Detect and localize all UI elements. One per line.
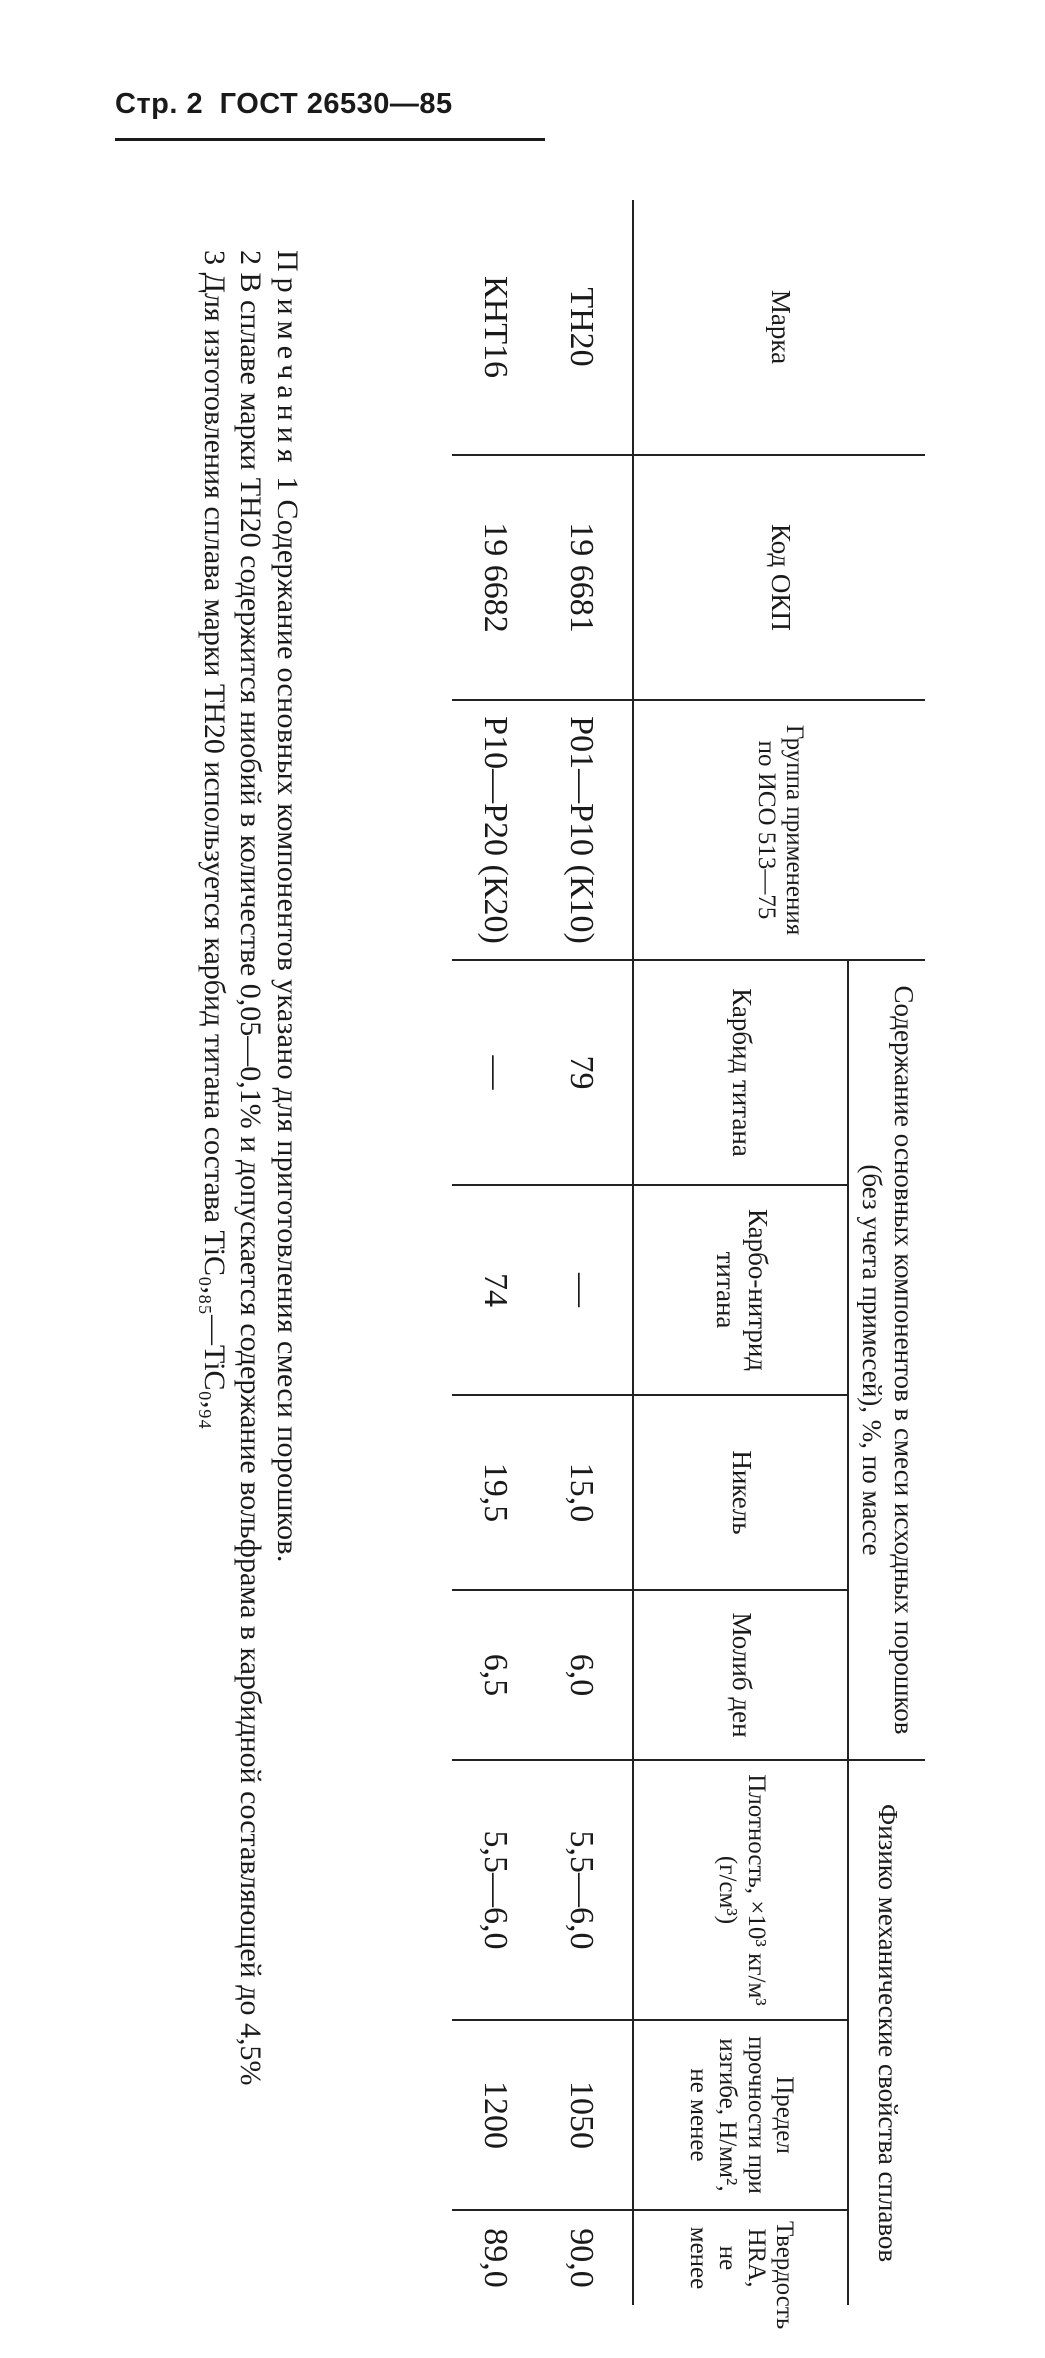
cell-molybdenum: 6,0 <box>538 1590 633 1760</box>
note-1-text: 1 Содержание основных компонентов указано для приготовления смеси порошков. <box>271 476 304 1563</box>
cell-strength: 1050 <box>538 2020 633 2210</box>
note-2: 2 В сплаве марки ТН20 содержится ниобий в количестве 0,05—0,1% и допускается содержание вольфрама в карбидной составляющей до 4,5% <box>234 250 268 2086</box>
cell-nickel: 19,5 <box>452 1395 538 1590</box>
alloy-spec-table <box>452 200 925 2330</box>
cell-kod: 19 6682 <box>452 455 538 700</box>
cell-density: 5,5—6,0 <box>538 1760 633 2020</box>
notes-label: Примечания <box>271 250 304 469</box>
header-bending-strength: Предел прочности при изгибе, Н/мм², не менее <box>633 2020 848 2210</box>
table-row <box>452 200 538 2305</box>
header-properties: Физико механические свойства сплавов <box>848 1760 925 2305</box>
header-titanium-carbide: Карбид титана <box>633 960 848 1185</box>
cell-carbonitride: — <box>538 1185 633 1395</box>
cell-density: 5,5—6,0 <box>452 1760 538 2020</box>
cell-marka: ТН20 <box>538 200 633 455</box>
page-number: Стр. 2 <box>115 88 204 120</box>
header-hardness: Твердость HRA, не менее <box>633 2210 848 2305</box>
header-rule <box>115 138 545 141</box>
cell-carbonitride: 74 <box>452 1185 538 1395</box>
page-header <box>115 88 461 121</box>
cell-molybdenum: 6,5 <box>452 1590 538 1760</box>
cell-strength: 1200 <box>452 2020 538 2210</box>
cell-group: Р01—Р10 (К10) <box>538 700 633 960</box>
header-density: Плотность, ×10³ кг/м³ (г/см³) <box>633 1760 848 2020</box>
cell-marka: КНТ16 <box>452 200 538 455</box>
table-row <box>538 200 633 2305</box>
table-notes <box>195 200 305 2305</box>
cell-hardness: 90,0 <box>538 2210 633 2305</box>
cell-carbide: — <box>452 960 538 1185</box>
header-molybdenum: Молиб ден <box>633 1590 848 1760</box>
header-group-iso: Группа применения по ИСО 513—75 <box>633 700 925 960</box>
cell-kod: 19 6681 <box>538 455 633 700</box>
cell-group: Р10—Р20 (К20) <box>452 700 538 960</box>
header-kod-okp: Код ОКП <box>633 455 925 700</box>
rotated-content <box>45 200 925 2330</box>
cell-carbide: 79 <box>538 960 633 1185</box>
header-marka: Марка <box>633 200 925 455</box>
header-nickel: Никель <box>633 1395 848 1590</box>
note-1 <box>268 200 305 2305</box>
cell-nickel: 15,0 <box>538 1395 633 1590</box>
note-3: 3 Для изготовления сплава марки ТН20 используется карбид титана состава TiC₀,₈₅—TiC₀,₉₄ <box>197 250 231 1430</box>
header-titanium-carbonitride: Карбо-нитрид титана <box>633 1185 848 1395</box>
cell-hardness: 89,0 <box>452 2210 538 2305</box>
header-composition: Содержание основных компонентов в смеси исходных порошков (без учета примесей), %, по массе <box>848 960 925 1760</box>
standard-code: ГОСТ 26530—85 <box>219 88 453 120</box>
